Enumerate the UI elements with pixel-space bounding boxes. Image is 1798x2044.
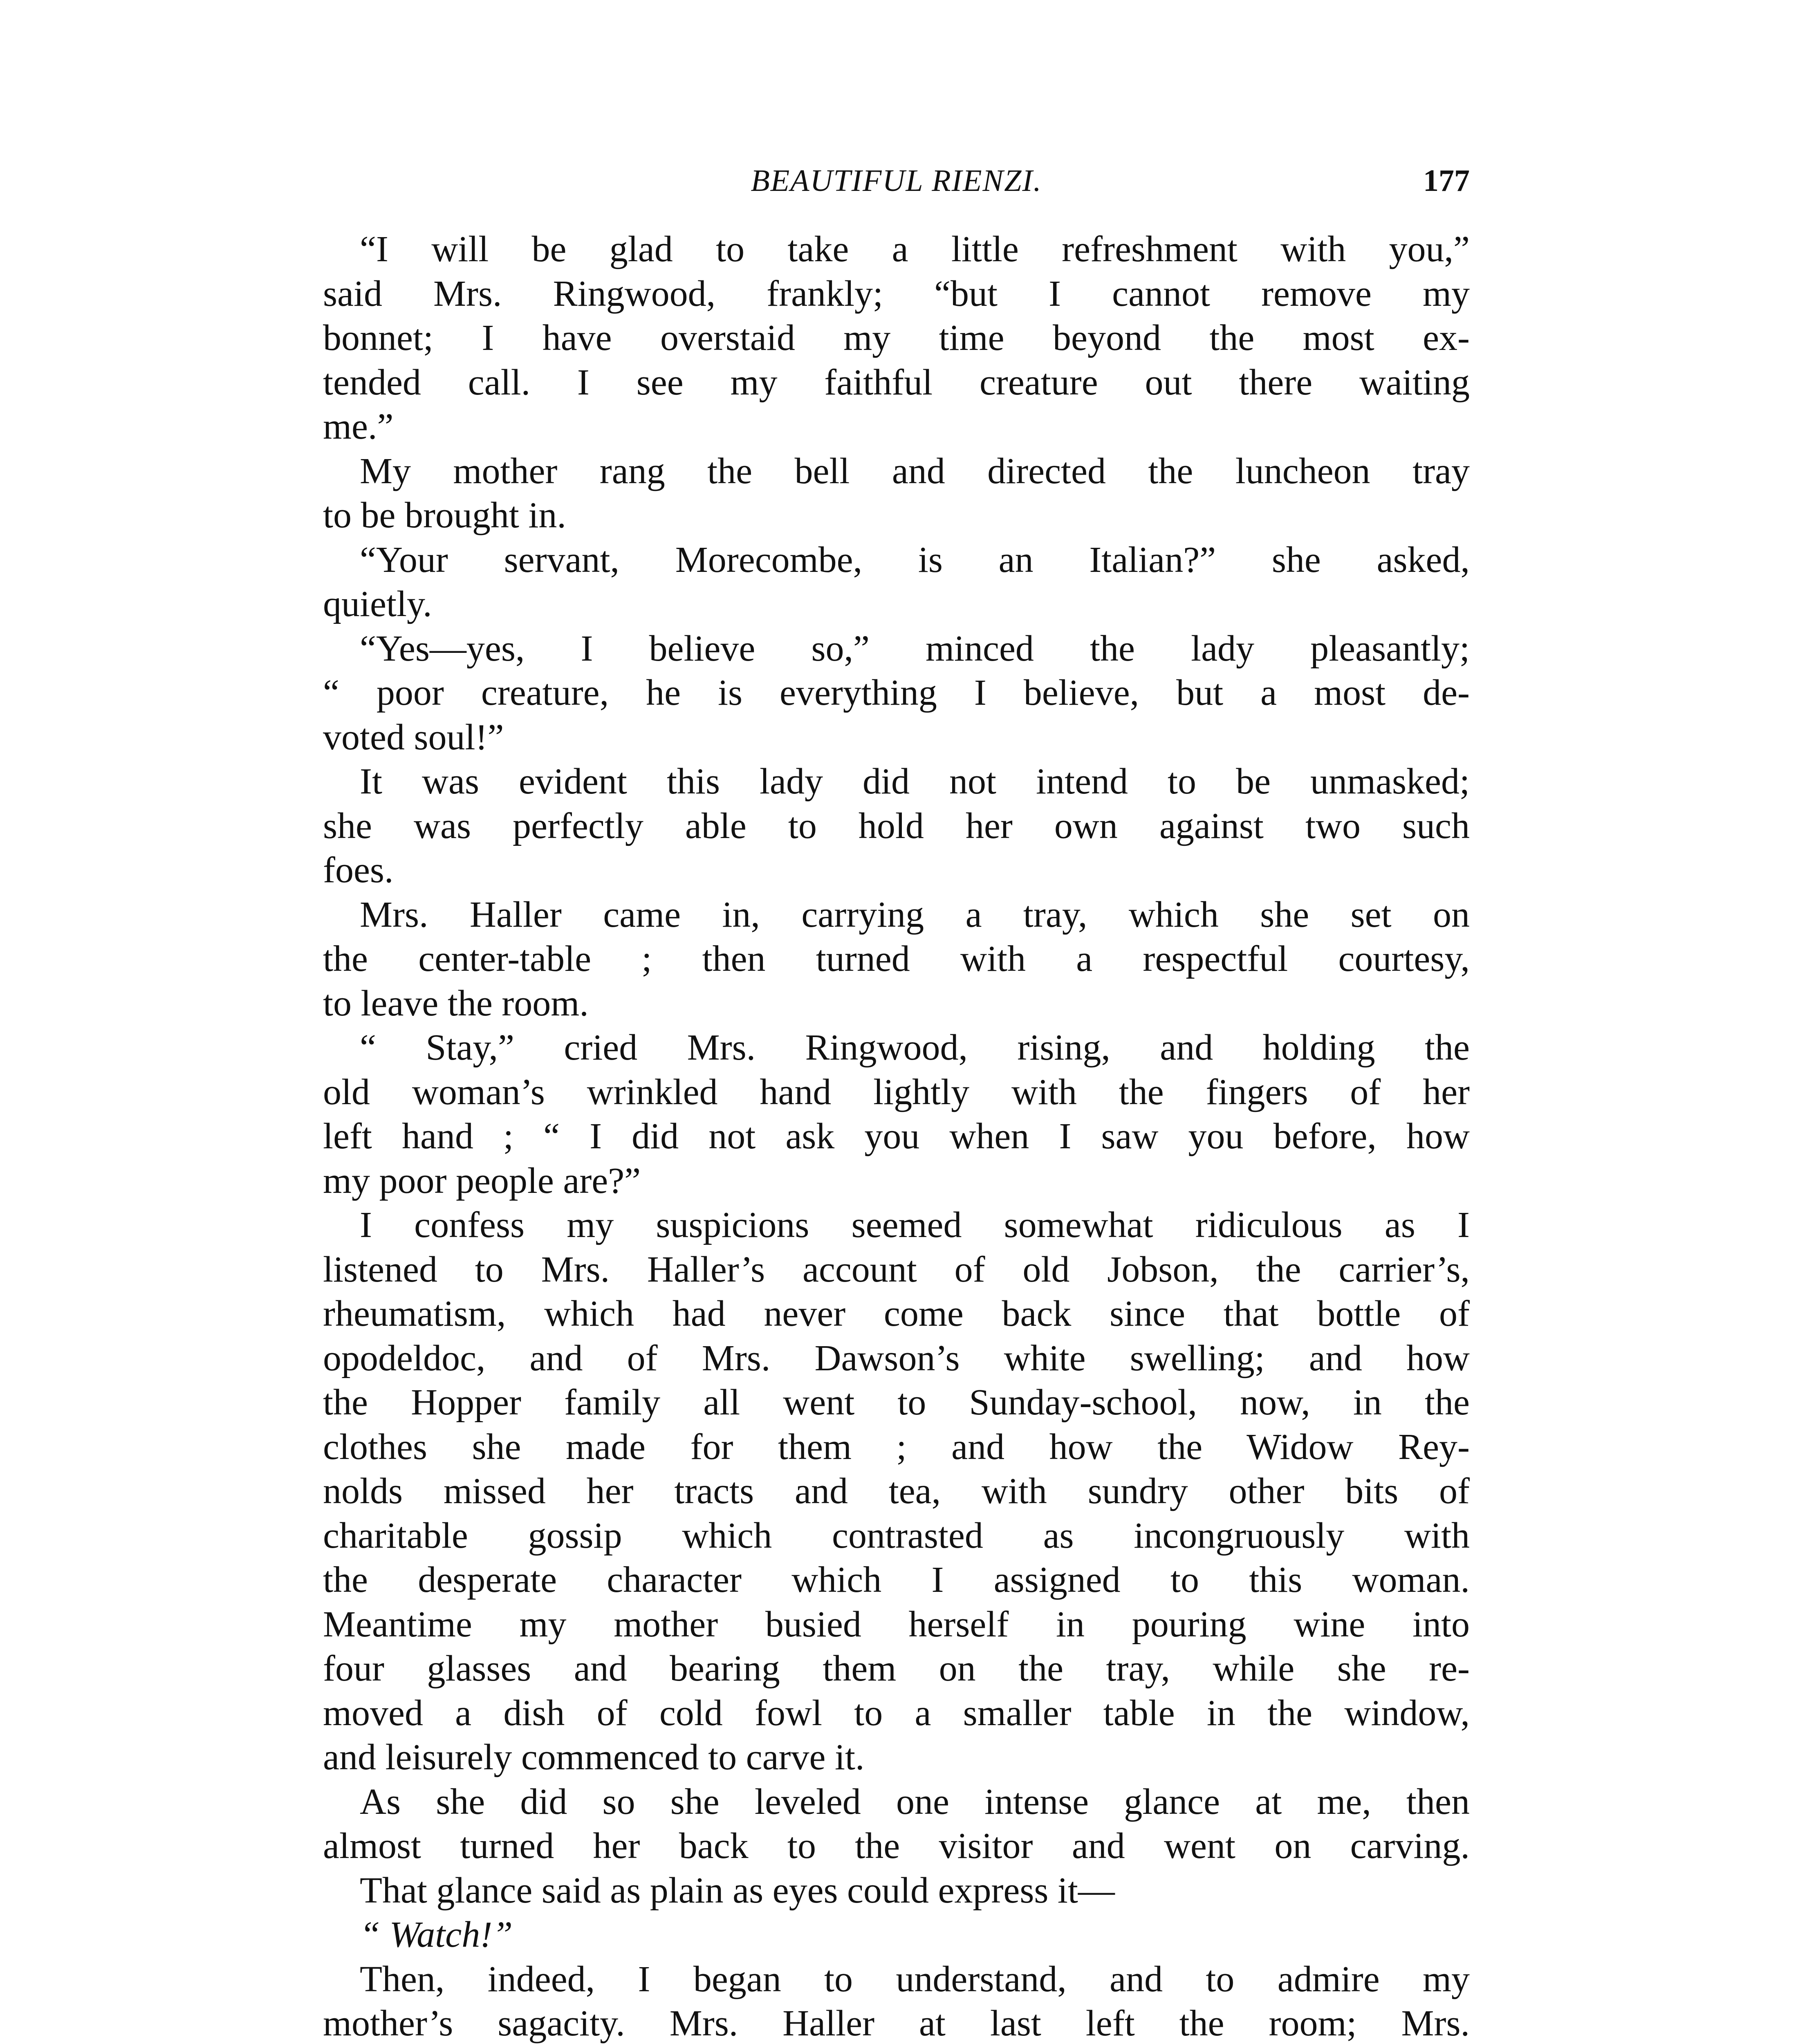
text-line: the Hopper family all went to Sunday-school, now, in the [323,1382,1470,1423]
text-line: almost turned her back to the visitor and went on carving. [323,1826,1470,1866]
text-line: left hand ; “ I did not ask you when I saw you before, how [323,1116,1470,1156]
text-line: My mother rang the bell and directed the luncheon tray [360,450,1470,491]
text-line: Mrs. Haller came in, carrying a tray, which she set on [360,894,1470,935]
text-line: clothes she made for them ; and how the Widow Rey- [323,1426,1470,1467]
text-line: “Yes—yes, I believe so,” minced the lady pleasantly; [360,628,1470,669]
text-line: to leave the room. [323,983,589,1024]
text-line: It was evident this lady did not intend to be unmasked; [360,761,1470,802]
text-line: foes. [323,850,394,890]
text-line: charitable gossip which contrasted as incongruously with [323,1515,1470,1556]
text-line: the desperate character which I assigned to this woman. [323,1560,1470,1600]
text-line: me.” [323,406,394,447]
text-line: Then, indeed, I began to understand, and to admire my [360,1959,1470,1999]
text-line: nolds missed her tracts and tea, with sundry other bits of [323,1471,1470,1511]
body-text [323,227,1470,2044]
text-line: “ Watch!” [360,1914,513,1955]
text-line: voted soul!” [323,717,504,758]
text-line: she was perfectly able to hold her own against two such [323,805,1470,846]
text-line: and leisurely commenced to carve it. [323,1737,865,1777]
text-line: the center-table ; then turned with a respectful courtesy, [323,939,1470,979]
text-line: four glasses and bearing them on the tray, while she re- [323,1648,1470,1689]
text-line: “Your servant, Morecombe, is an Italian?” she asked, [360,539,1470,580]
page-number: 177 [1423,164,1470,198]
text-line: to be brought in. [323,495,566,536]
text-line: “ Stay,” cried Mrs. Ringwood, rising, and holding the [360,1027,1470,1068]
text-line: mother’s sagacity. Mrs. Haller at last left the room; Mrs. [323,2003,1470,2044]
running-title: BEAUTIFUL RIENZI. [751,164,1042,198]
text-line: “ poor creature, he is everything I believe, but a most de- [323,672,1470,713]
text-line: said Mrs. Ringwood, frankly; “but I cannot remove my [323,273,1470,314]
text-line: moved a dish of cold fowl to a smaller table in the window, [323,1692,1470,1733]
text-line: bonnet; I have overstaid my time beyond the most ex- [323,318,1470,358]
text-line: old woman’s wrinkled hand lightly with the fingers of her [323,1071,1470,1112]
text-line: I confess my suspicions seemed somewhat ridiculous as I [360,1205,1470,1245]
text-line: As she did so she leveled one intense glance at me, then [360,1781,1470,1822]
text-line: rheumatism, which had never come back since that bottle of [323,1293,1470,1334]
text-line: my poor people are?” [323,1160,641,1201]
running-header [323,160,1470,209]
text-line: tended call. I see my faithful creature out there waiting [323,362,1470,403]
text-line: listened to Mrs. Haller’s account of old Jobson, the carrier’s, [323,1249,1470,1290]
text-line: quietly. [323,584,432,624]
text-line: “I will be glad to take a little refreshment with you,” [360,229,1470,269]
text-line: opodeldoc, and of Mrs. Dawson’s white swelling; and how [323,1338,1470,1378]
text-line: Meantime my mother busied herself in pouring wine into [323,1604,1470,1645]
text-line: That glance said as plain as eyes could express it— [360,1870,1115,1911]
